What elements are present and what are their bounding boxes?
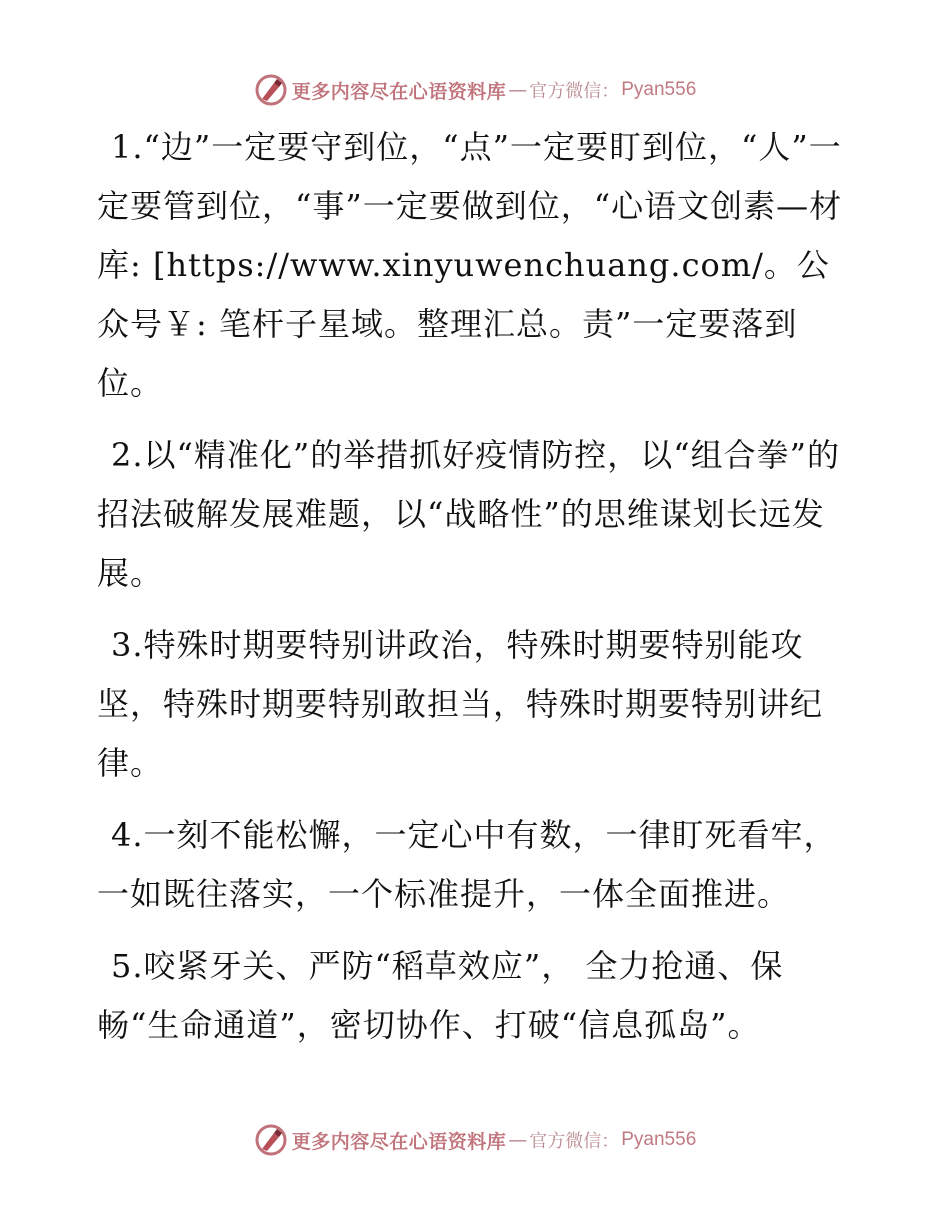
pen-logo-icon <box>254 1123 288 1157</box>
paragraph-text: “边”一定要守到位，“点”一定要盯到位，“人”一定要管到位，“事”一定要做到位，“心语文创素—材库: [https://www.xinyuwenchuang.com/。公众号￥: 笔杆子星域。整理汇总。责”一定要落到位。 <box>97 128 843 402</box>
paragraph-number: 2. <box>111 436 144 474</box>
paragraph-text: 一刻不能松懈，一定心中有数，一律盯死看牢，一如既往落实，一个标准提升，一体全面推进。 <box>97 816 837 913</box>
paragraph-4 <box>97 806 857 924</box>
paragraph-2 <box>97 426 857 603</box>
watermark-wechat-id: Pyan556 <box>621 79 697 100</box>
watermark-wechat-label: 官方微信： <box>529 81 620 102</box>
paragraph-number: 5. <box>111 947 144 985</box>
footer-watermark <box>0 1120 950 1160</box>
pen-logo-icon <box>254 73 288 107</box>
watermark-text: 更多内容尽在心语资料库 <box>291 1130 507 1153</box>
paragraph-text: 咬紧牙关、严防“稻草效应”， 全力抢通、保畅“生命通道”，密切协作、打破“信息孤岛”。 <box>97 947 784 1044</box>
watermark-wechat-label: 官方微信： <box>529 1131 620 1152</box>
header-watermark <box>0 70 950 110</box>
paragraph-number: 4. <box>111 816 144 854</box>
paragraph-5 <box>97 937 857 1055</box>
paragraph-text: 特殊时期要特别讲政治，特殊时期要特别能攻坚，特殊时期要特别敢担当，特殊时期要特别讲纪律。 <box>97 626 824 782</box>
watermark-separator: — <box>508 1129 528 1151</box>
watermark-separator: — <box>508 79 528 101</box>
paragraph-text: 以“精准化”的举措抓好疫情防控，以“组合拳”的招法破解发展难题，以“战略性”的思维谋划长远发展。 <box>97 436 840 592</box>
watermark-text: 更多内容尽在心语资料库 <box>291 80 507 103</box>
paragraph-1 <box>97 118 857 413</box>
paragraph-number: 3. <box>111 626 144 664</box>
paragraph-3 <box>97 616 857 793</box>
document-body <box>97 118 857 1068</box>
paragraph-number: 1. <box>111 128 144 166</box>
watermark-wechat-id: Pyan556 <box>621 1129 697 1150</box>
